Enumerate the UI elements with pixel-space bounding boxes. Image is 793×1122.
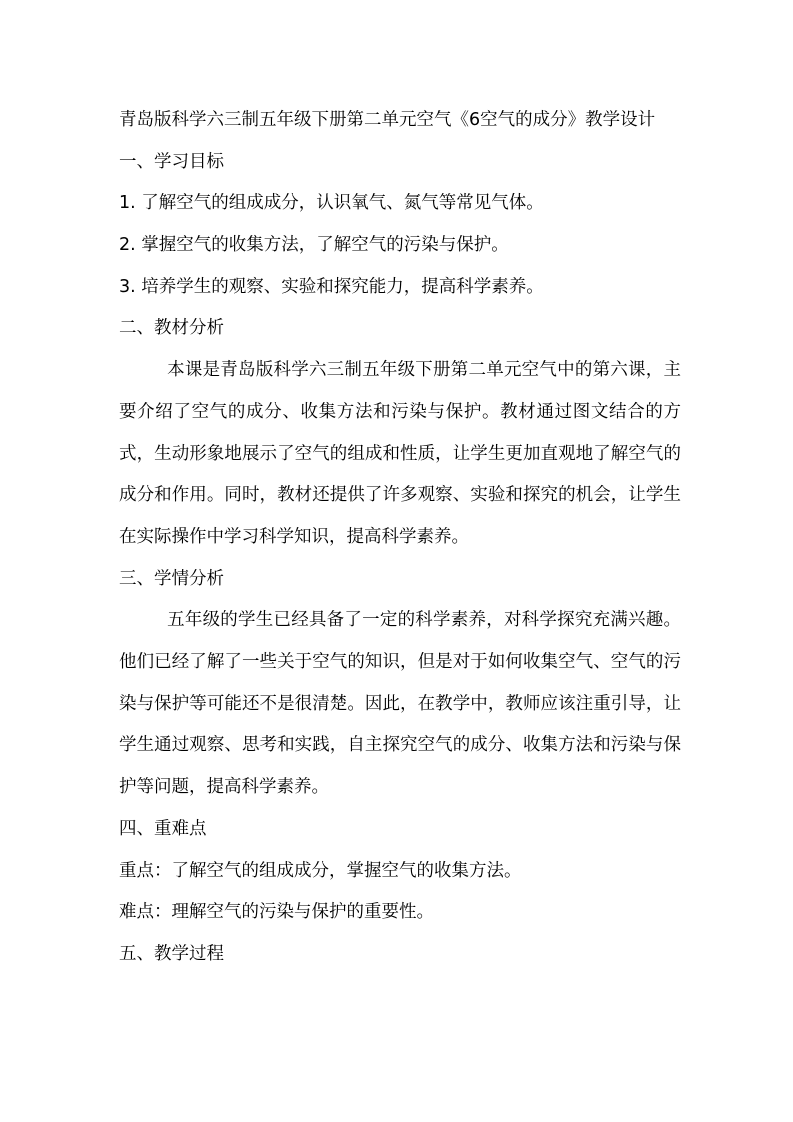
document-title: 青岛版科学六三制五年级下册第二单元空气《6空气的成分》教学设计 [119, 110, 656, 130]
section-heading-process: 五、教学过程 [119, 943, 224, 964]
objective-item: 3. 培养学生的观察、实验和探究能力，提高科学素养。 [119, 276, 544, 297]
objective-item: 2. 掌握空气的收集方法，了解空气的污染与保护。 [119, 235, 509, 256]
section-heading-objectives: 一、学习目标 [119, 151, 224, 172]
materials-paragraph: 本课是青岛版科学六三制五年级下册第二单元空气中的第六课，主要介绍了空气的成分、收集方法和污染与保护。教材通过图文结合的方式，生动形象地展示了空气的组成和性质，让学生更加直观地了解空气的成分和作用。同时，教材还提供了许多观察、实验和探究的机会，让学生在实际操作中学习科学知识，提高科学素养。 [119, 360, 681, 547]
section-heading-students: 三、学情分析 [119, 568, 224, 589]
key-point: 重点：了解空气的组成成分，掌握空气的收集方法。 [119, 860, 522, 881]
difficult-point: 难点：理解空气的污染与保护的重要性。 [119, 902, 434, 923]
objective-item: 1. 了解空气的组成成分，认识氧气、氮气等常见气体。 [119, 193, 544, 214]
document-body [119, 100, 681, 976]
section-heading-key-points: 四、重难点 [119, 818, 207, 839]
students-paragraph: 五年级的学生已经具备了一定的科学素养，对科学探究充满兴趣。他们已经了解了一些关于空气的知识，但是对于如何收集空气、空气的污染与保护等可能还不是很清楚。因此，在教学中，教师应该注重引导，让学生通过观察、思考和实践，自主探究空气的成分、收集方法和污染与保护等问题，提高科学素养。 [119, 610, 681, 798]
section-heading-materials: 二、教材分析 [119, 318, 224, 339]
